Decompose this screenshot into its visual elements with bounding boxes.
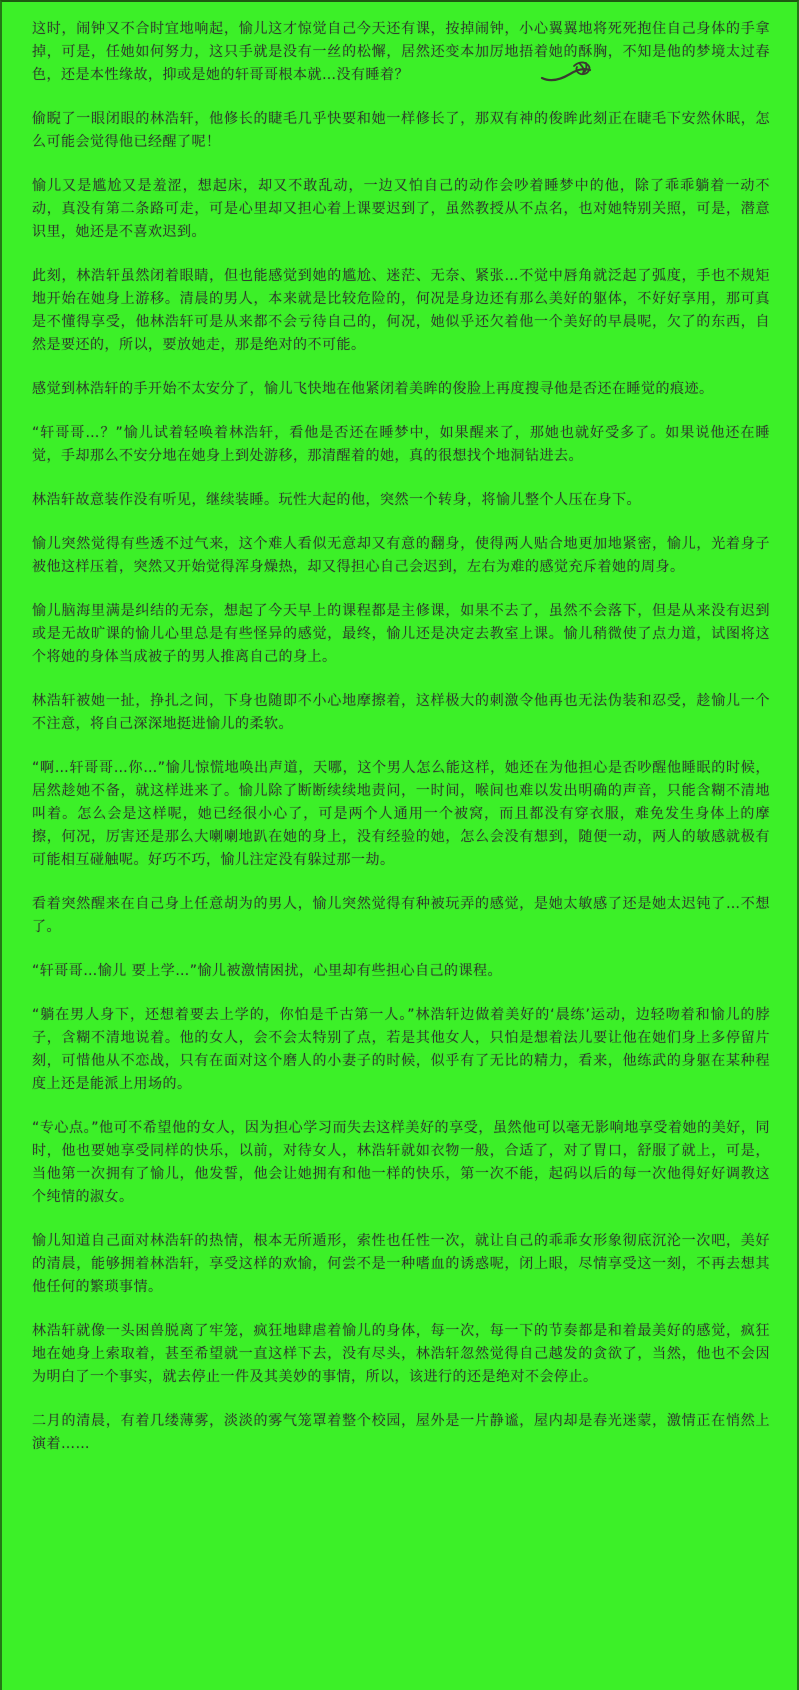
paragraph: “轩哥哥…？”愉儿试着轻唤着林浩轩，看他是否还在睡梦中，如果醒来了，那她也就好受多了。如果说他还在睡觉，手却那么不安分地在她身上到处游移，那清醒着的她，真的很想找个地洞钻进去。 (32, 425, 770, 464)
paragraph: 林浩轩故意装作没有听见，继续装睡。玩性大起的他，突然一个转身，将愉儿整个人压在身下。 (32, 492, 641, 508)
paragraph: 愉儿脑海里满是纠结的无奈，想起了今天早上的课程都是主修课，如果不去了，虽然不会落下，但是从来没有迟到或是无故旷课的愉儿心里总是有些怪异的感觉，最终，愉儿还是决定去教室上课。愉儿稍微使了点力道，试图将这个将她的身体当成被子的男人推离自己的身上。 (32, 603, 770, 665)
paragraph: 偷睨了一眼闭眼的林浩轩，他修长的睫毛几乎快要和她一样修长了，那双有神的俊眸此刻正在睫毛下安然休眠，怎么可能会觉得他已经醒了呢！ (32, 111, 770, 150)
novel-text-body (32, 18, 770, 1477)
paragraph: 这时，闹钟又不合时宜地响起，愉儿这才惊觉自己今天还有课，按掉闹钟，小心翼翼地将死死抱住自己身体的手拿掉，可是，任她如何努力，这只手就是没有一丝的松懈，居然还变本加厉地捂着她的酥胸，不知是他的梦境太过春色，还是本性缘故，抑或是她的轩哥哥根本就…没有睡着？ (32, 21, 770, 83)
paragraph: 愉儿知道自己面对林浩轩的热情，根本无所遁形，索性也任性一次，就让自己的乖乖女形象彻底沉沦一次吧，美好的清晨，能够拥着林浩轩，享受这样的欢愉，何尝不是一种嗜血的诱惑呢，闭上眼，尽情享受这一刻，不再去想其他任何的繁琐事情。 (32, 1233, 770, 1295)
paragraph: 愉儿突然觉得有些透不过气来，这个难人看似无意却又有意的翻身，使得两人贴合地更加地紧密，愉儿，光着身子被他这样压着，突然又开始觉得浑身燥热，却又得担心自己会迟到，左右为难的感觉充斥着她的周身。 (32, 536, 770, 575)
paragraph: “专心点。”他可不希望他的女人，因为担心学习而失去这样美好的享受，虽然他可以毫无影响地享受着她的美好，同时，他也要她享受同样的快乐，以前，对待女人，林浩轩就如衣物一般，合适了，对了胃口，舒服了就上，可是，当他第一次拥有了愉儿，他发誓，他会让她拥有和他一样的快乐，第一次不能，起码以后的每一次他得好好调教这个纯情的淑女。 (32, 1120, 770, 1205)
paragraph: “啊…轩哥哥…你…”愉儿惊慌地唤出声道，天哪，这个男人怎么能这样，她还在为他担心是否吵醒他睡眠的时候，居然趁她不备，就这样进来了。愉儿除了断断续续地责问，一时间，喉间也难以发出明确的声音，只能含糊不清地叫着。怎么会是这样呢，她已经很小心了，可是两个人通用一个被窝，而且都没有穿衣服，难免发生身体上的摩擦，何况，厉害还是那么大喇喇地趴在她的身上，没有经验的她，怎么会没有想到，随便一动，两人的敏感就极有可能相互碰触呢。好巧不巧，愉儿注定没有躲过那一劫。 (32, 760, 770, 868)
paragraph: 林浩轩就像一头困兽脱离了牢笼，疯狂地肆虐着愉儿的身体，每一次，每一下的节奏都是和着最美好的感觉，疯狂地在她身上索取着，甚至希望就一直这样下去，没有尽头，林浩轩忽然觉得自己越发的贪欲了，当然，他也不会因为明白了一个事实，就去停止一件及其美妙的事情，所以，该进行的还是绝对不会停止。 (32, 1323, 770, 1385)
paragraph: 林浩轩被她一扯，挣扎之间，下身也随即不小心地摩擦着，这样极大的刺激令他再也无法伪装和忍受，趁愉儿一个不注意，将自己深深地挺进愉儿的柔软。 (32, 693, 770, 732)
paragraph: 愉儿又是尴尬又是羞涩，想起床，却又不敢乱动，一边又怕自己的动作会吵着睡梦中的他，除了乖乖躺着一动不动，真没有第二条路可走，可是心里却又担心着上课要迟到了，虽然教授从不点名，也对她特别关照，可是，潜意识里，她还是不喜欢迟到。 (32, 178, 770, 240)
paragraph: “轩哥哥…愉儿 要上学…”愉儿被激情困扰，心里却有些担心自己的课程。 (32, 963, 502, 979)
paragraph: 此刻，林浩轩虽然闭着眼睛，但也能感觉到她的尴尬、迷茫、无奈、紧张…不觉中唇角就泛起了弧度，手也不规矩地开始在她身上游移。清晨的男人，本来就是比较危险的，何况是身边还有那么美好的躯体，不好好享用，那可真是不懂得享受，他林浩轩可是从来都不会亏待自己的，何况，她似乎还欠着他一个美好的早晨呢，欠了的东西，自然是要还的，所以，要放她走，那是绝对的不可能。 (32, 268, 770, 353)
paragraph: 看着突然醒来在自己身上任意胡为的男人，愉儿突然觉得有种被玩弄的感觉，是她太敏感了还是她太迟钝了…不想了。 (32, 896, 770, 935)
paragraph: 二月的清晨，有着几缕薄雾，淡淡的雾气笼罩着整个校园，屋外是一片静谧，屋内却是春光迷蒙，激情正在悄然上演着…… (32, 1413, 770, 1452)
paragraph: 感觉到林浩轩的手开始不太安分了，愉儿飞快地在他紧闭着美眸的俊脸上再度搜寻他是否还在睡觉的痕迹。 (32, 381, 714, 397)
paragraph: “躺在男人身下，还想着要去上学的，你怕是千古第一人。”林浩轩边做着美好的‘晨练’运动，边轻吻着和愉儿的脖子，含糊不清地说着。他的女人，会不会太特别了点，若是其他女人，只怕是想着法儿要让他在她们身上多停留片刻，可惜他从不恋战，只有在面对这个磨人的小妻子的时候，似乎有了无比的精力，看来，他练武的身躯在某种程度上还是能派上用场的。 (32, 1007, 770, 1092)
